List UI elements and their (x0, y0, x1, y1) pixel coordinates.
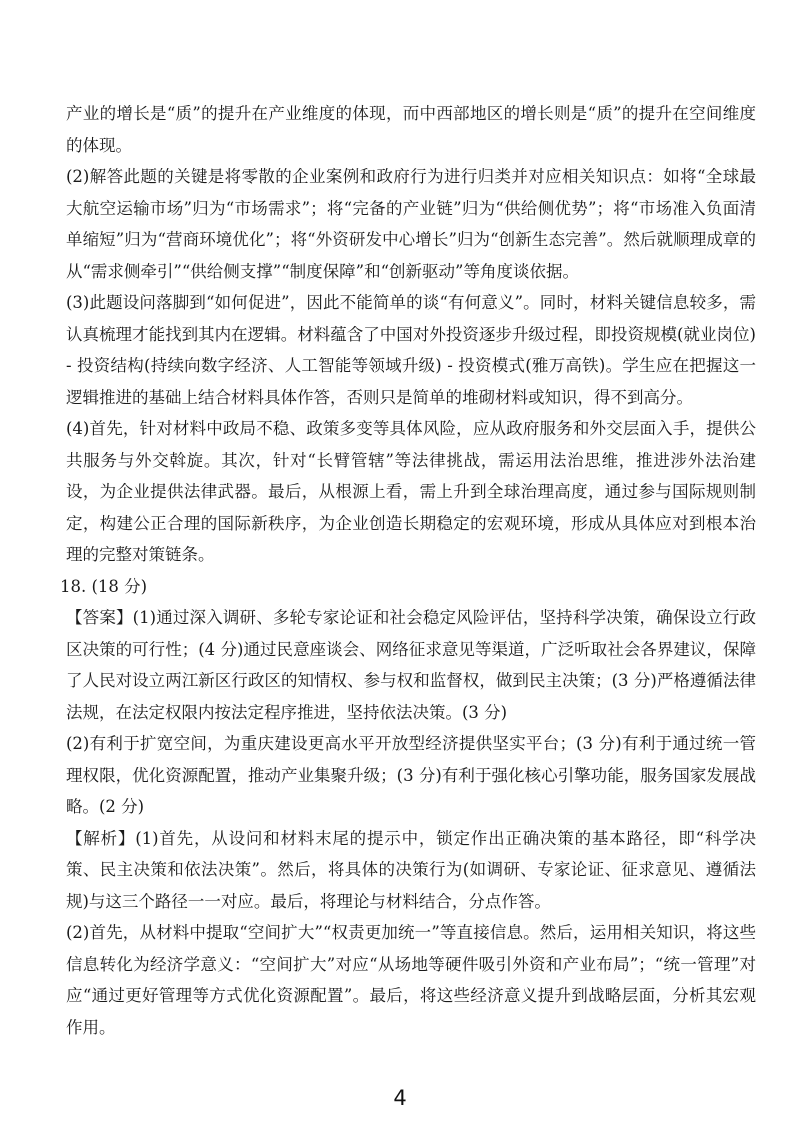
paragraph-answer-2: (2)有利于扩宽空间，为重庆建设更高水平开放型经济提供坚实平台；(3 分)有利于通过统一管理权限，优化资源配置，推动产业集聚升级；(3 分)有利于强化核心引擎功能，服务国家发展战略。(2 分) (66, 734, 756, 816)
paragraph-analysis-2: (2)解答此题的关键是将零散的企业案例和政府行为进行归类并对应相关知识点：如将“全球最大航空运输市场”归为“市场需求”；将“完备的产业链”归为“供给侧优势”；将“市场准入负面清单缩短”归为“营商环境优化”；将“外资研发中心增长”归为“创新生态完善”。然后就顺理成章的从“需求侧牵引”“供给侧支撑”“制度保障”和“创新驱动”等角度谈依据。 (66, 167, 756, 281)
paragraph-continuation: 产业的增长是“质”的提升在产业维度的体现，而中西部地区的增长则是“质”的提升在空间维度的体现。 (66, 104, 756, 155)
question-18-heading: 18. (18 分) (60, 576, 148, 596)
paragraph-explanation-2: (2)首先，从材料中提取“空间扩大”“权责更加统一”等直接信息。然后，运用相关知识，将这些信息转化为经济学意义：“空间扩大”对应“从场地等硬件吸引外资和产业布局”；“统一管理”对应“通过更好管理等方式优化资源配置”。最后，将这些经济意义提升到战略层面，分析其宏观作用。 (66, 923, 756, 1037)
paragraph-analysis-4: (4)首先，针对材料中政局不稳、政策多变等具体风险，应从政府服务和外交层面入手，提供公共服务与外交斡旋。其次，针对“长臂管辖”等法律挑战，需运用法治思维，推进涉外法治建设，为企业提供法律武器。最后，从根源上看，需上升到全球治理高度，通过参与国际规则制定，构建公正合理的国际新秩序，为企业创造长期稳定的宏观环境，形成从具体应对到根本治理的完整对策链条。 (66, 419, 756, 564)
paragraph-explanation-1: 【解析】(1)首先，从设问和材料末尾的提示中，锁定作出正确决策的基本路径，即“科学决策、民主决策和依法决策”。然后，将具体的决策行为(如调研、专家论证、征求意见、遵循法规)与这三个路径一一对应。最后，将理论与材料结合，分点作答。 (66, 828, 756, 911)
paragraph-analysis-3: (3)此题设问落脚到“如何促进”，因此不能简单的谈“有何意义”。同时，材料关键信息较多，需认真梳理才能找到其内在逻辑。材料蕴含了中国对外投资逐步升级过程，即投资规模(就业岗位) - 投资结构(持续向数字经济、人工智能等领域升级) - 投资模式(雅万高铁)。学生应在把握这一逻辑推进的基础上结合材料具体作答，否则只是简单的堆砌材料或知识，得不到高分。 (66, 293, 756, 407)
page-number: 4 (393, 1086, 407, 1110)
paragraph-answer-1: 【答案】(1)通过深入调研、多轮专家论证和社会稳定风险评估，坚持科学决策，确保设立行政区决策的可行性；(4 分)通过民意座谈会、网络征求意见等渠道，广泛听取社会各界建议，保障了人民对设立两江新区行政区的知情权、参与权和监督权，做到民主决策；(3 分)严格遵循法律法规，在法定权限内按法定程序推进，坚持依法决策。(3 分) (66, 608, 756, 722)
answer-text-block (60, 98, 756, 1043)
